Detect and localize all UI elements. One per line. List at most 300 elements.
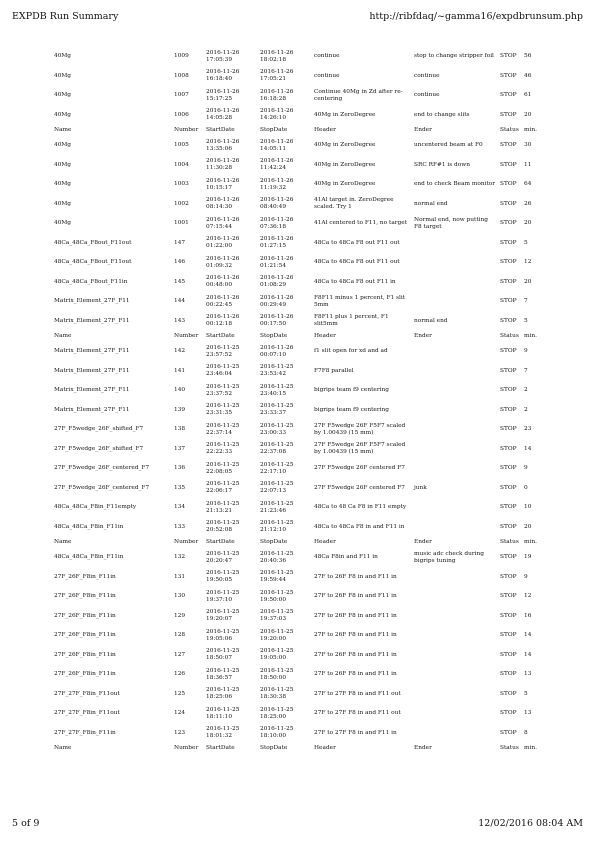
start-date: 2016-11-25 19:37:10 <box>206 589 240 603</box>
start-date: 2016-11-25 23:57:52 <box>206 344 240 358</box>
table-row <box>52 342 562 362</box>
column-header: Header <box>314 333 336 340</box>
run-name: 48Ca_48Ca_F8out_F11out <box>54 259 132 266</box>
column-header: min. <box>524 127 537 134</box>
stop-date: 2016-11-26 14:26:10 <box>260 108 294 122</box>
run-ender: end to check Beam monitor <box>414 181 496 188</box>
run-number: 145 <box>174 278 186 285</box>
run-minutes: 20 <box>524 523 532 530</box>
run-status: STOP <box>500 278 517 285</box>
run-minutes: 5 <box>524 239 528 246</box>
run-status: STOP <box>500 504 517 511</box>
table-row <box>52 518 562 538</box>
run-header: 27F to 26F F8 in and F11 in <box>314 671 397 678</box>
run-ender: continue <box>414 72 440 79</box>
run-ender <box>412 665 498 685</box>
column-header: Status <box>500 745 519 752</box>
table-row <box>52 106 562 126</box>
run-minutes: 26 <box>524 200 532 207</box>
run-minutes: 9 <box>524 465 528 472</box>
stop-date: 2016-11-26 00:17:50 <box>260 314 294 328</box>
run-minutes: 30 <box>524 142 532 149</box>
column-header-row <box>52 743 562 754</box>
run-name: 48Ca_48Ca_F8in_F11in <box>54 523 124 530</box>
run-ender <box>412 401 498 421</box>
run-header: 48Ca to 48Ca F8 out F11 out <box>314 259 400 266</box>
start-date: 2016-11-26 11:30:28 <box>206 158 240 172</box>
run-status: STOP <box>500 259 517 266</box>
start-date: 2016-11-25 21:13:21 <box>206 500 240 514</box>
run-number: 130 <box>174 593 186 600</box>
run-minutes: 14 <box>524 632 532 639</box>
run-name: Matrix_Element_27F_F11 <box>54 298 130 305</box>
stop-date: 2016-11-25 21:23:46 <box>260 500 294 514</box>
run-status: STOP <box>500 317 517 324</box>
column-header: Ender <box>414 333 432 340</box>
column-header: StopDate <box>260 127 288 134</box>
run-ender <box>412 440 498 460</box>
run-minutes: 23 <box>524 426 532 433</box>
page-url: http://ribfdaq/~gamma16/expdbrunsum.php <box>369 11 583 22</box>
run-number: 137 <box>174 445 186 452</box>
stop-date: 2016-11-25 20:40:36 <box>260 550 294 564</box>
start-date: 2016-11-25 18:50:07 <box>206 648 240 662</box>
page-number: 5 of 9 <box>12 818 40 829</box>
run-name: 27F_26F_F8in_F11in <box>54 593 116 600</box>
run-number: 134 <box>174 504 186 511</box>
start-date: 2016-11-26 00:12:18 <box>206 314 240 328</box>
run-header: 41Al centered to F11, no target <box>314 220 408 227</box>
stop-date: 2016-11-25 18:25:00 <box>260 706 294 720</box>
run-minutes: 13 <box>524 710 532 717</box>
run-header: 27F to 26F F8 in and F11 in <box>314 632 397 639</box>
run-minutes: 14 <box>524 651 532 658</box>
column-header: Status <box>500 127 519 134</box>
run-ender: stop to change stripper foil <box>414 53 494 60</box>
run-status: STOP <box>500 367 517 374</box>
run-status: STOP <box>500 573 517 580</box>
run-minutes: 20 <box>524 220 532 227</box>
run-name: 27F_26F_F8in_F11in <box>54 671 116 678</box>
table-row <box>52 234 562 254</box>
run-status: STOP <box>500 53 517 60</box>
run-number: 131 <box>174 573 186 580</box>
run-status: STOP <box>500 484 517 491</box>
column-header: StartDate <box>206 333 235 340</box>
column-header: Header <box>314 745 336 752</box>
start-date: 2016-11-25 18:01:32 <box>206 726 240 740</box>
run-minutes: 61 <box>524 92 532 99</box>
stop-date: 2016-11-26 00:07:10 <box>260 344 294 358</box>
stop-date: 2016-11-25 19:20:00 <box>260 628 294 642</box>
run-name: 27F_27F_F8in_F11out <box>54 710 120 717</box>
stop-date: 2016-11-26 18:02:18 <box>260 49 294 63</box>
run-name: 27F_26F_F8in_F11in <box>54 612 116 619</box>
run-minutes: 12 <box>524 259 532 266</box>
column-header: StopDate <box>260 333 288 340</box>
run-ender <box>412 292 498 312</box>
run-number: 1003 <box>174 181 189 188</box>
stop-date: 2016-11-26 08:40:49 <box>260 197 294 211</box>
table-row <box>52 86 562 106</box>
run-name: 48Ca_48Ca_F8out_F11in <box>54 278 128 285</box>
run-status: STOP <box>500 181 517 188</box>
stop-date: 2016-11-26 11:19:32 <box>260 177 294 191</box>
start-date: 2016-11-25 23:31:35 <box>206 403 240 417</box>
run-status: STOP <box>500 612 517 619</box>
run-number: 147 <box>174 239 186 246</box>
run-name: 40Mg <box>54 161 72 168</box>
column-header: Number <box>174 539 199 546</box>
column-header-row <box>52 331 562 342</box>
run-header: bigrips team f9 centering <box>314 387 389 394</box>
run-status: STOP <box>500 239 517 246</box>
run-status: STOP <box>500 298 517 305</box>
column-header: StartDate <box>206 127 235 134</box>
table-row <box>52 548 562 568</box>
run-status: STOP <box>500 161 517 168</box>
run-minutes: 64 <box>524 181 532 188</box>
stop-date: 2016-11-26 01:27:15 <box>260 236 294 250</box>
column-header: min. <box>524 745 537 752</box>
run-status: STOP <box>500 348 517 355</box>
run-header: 27F to 27F F8 in and F11 out <box>314 710 401 717</box>
run-number: 1001 <box>174 220 189 227</box>
run-ender <box>412 273 498 293</box>
column-header: Name <box>54 333 72 340</box>
start-date: 2016-11-26 07:15:44 <box>206 216 240 230</box>
run-status: STOP <box>500 72 517 79</box>
table-row <box>52 47 562 67</box>
run-minutes: 7 <box>524 367 528 374</box>
run-status: STOP <box>500 671 517 678</box>
column-header: Ender <box>414 539 432 546</box>
stop-date: 2016-11-25 18:30:38 <box>260 687 294 701</box>
table-row <box>52 498 562 518</box>
start-date: 2016-11-25 22:08:05 <box>206 461 240 475</box>
run-minutes: 12 <box>524 593 532 600</box>
start-date: 2016-11-25 19:20:07 <box>206 609 240 623</box>
start-date: 2016-11-26 14:05:28 <box>206 108 240 122</box>
run-number: 139 <box>174 406 186 413</box>
start-date: 2016-11-25 18:11:10 <box>206 706 240 720</box>
run-ender <box>412 498 498 518</box>
run-status: STOP <box>500 92 517 99</box>
run-name: Matrix_Element_27F_F11 <box>54 348 130 355</box>
run-name: 40Mg <box>54 53 72 60</box>
run-minutes: 9 <box>524 573 528 580</box>
run-number: 126 <box>174 671 186 678</box>
stop-date: 2016-11-25 23:53:42 <box>260 364 294 378</box>
run-header: 27F to 26F F8 in and F11 in <box>314 651 397 658</box>
column-header: StopDate <box>260 745 288 752</box>
run-number: 129 <box>174 612 186 619</box>
run-ender <box>412 362 498 382</box>
run-number: 144 <box>174 298 186 305</box>
run-minutes: 46 <box>524 72 532 79</box>
run-status: STOP <box>500 445 517 452</box>
start-date: 2016-11-25 19:05:06 <box>206 628 240 642</box>
stop-date: 2016-11-25 23:33:37 <box>260 403 294 417</box>
run-name: 48Ca_48Ca_F8in_F11empty <box>54 504 137 511</box>
run-name: Matrix_Element_27F_F11 <box>54 406 130 413</box>
stop-date: 2016-11-25 23:00:33 <box>260 422 294 436</box>
run-name: 27F_26F_F8in_F11in <box>54 632 116 639</box>
column-header: Number <box>174 745 199 752</box>
run-ender <box>412 724 498 744</box>
stop-date: 2016-11-25 23:40:15 <box>260 383 294 397</box>
start-date: 2016-11-25 18:25:06 <box>206 687 240 701</box>
run-name: 40Mg <box>54 220 72 227</box>
table-row <box>52 362 562 382</box>
run-ender: music adc check during bigrips tuning <box>414 550 484 564</box>
run-header: 40Mg in ZeroDegree <box>314 142 376 149</box>
run-ender: continue <box>414 92 440 99</box>
run-ender <box>412 646 498 666</box>
page-title: EXPDB Run Summary <box>12 11 119 22</box>
stop-date: 2016-11-26 01:08:29 <box>260 275 294 289</box>
run-status: STOP <box>500 690 517 697</box>
run-ender <box>412 420 498 440</box>
start-date: 2016-11-25 18:36:57 <box>206 667 240 681</box>
run-number: 142 <box>174 348 186 355</box>
run-name: 40Mg <box>54 92 72 99</box>
run-name: 40Mg <box>54 181 72 188</box>
run-number: 1008 <box>174 72 189 79</box>
start-date: 2016-11-26 10:15:17 <box>206 177 240 191</box>
column-header-row <box>52 125 562 136</box>
page-header <box>12 11 583 25</box>
run-status: STOP <box>500 111 517 118</box>
run-name: 27F_F5wedge_26F_centered_F7 <box>54 484 150 491</box>
run-name: 40Mg <box>54 111 72 118</box>
run-status: STOP <box>500 406 517 413</box>
start-date: 2016-11-26 13:35:06 <box>206 138 240 152</box>
run-status: STOP <box>500 426 517 433</box>
run-number: 124 <box>174 710 186 717</box>
run-header: 40Mg in ZeroDegree <box>314 111 376 118</box>
start-date: 2016-11-26 16:18:40 <box>206 69 240 83</box>
run-minutes: 2 <box>524 406 528 413</box>
run-ender <box>412 626 498 646</box>
run-header: 48Ca to 48Ca F8 out F11 out <box>314 239 400 246</box>
column-header: StartDate <box>206 539 235 546</box>
run-name: 48Ca_48Ca_F8out_F11out <box>54 239 132 246</box>
run-status: STOP <box>500 710 517 717</box>
run-status: STOP <box>500 632 517 639</box>
stop-date: 2016-11-26 11:42:24 <box>260 158 294 172</box>
run-name: 27F_F5wedge_26F_shifted_F7 <box>54 445 144 452</box>
run-status: STOP <box>500 523 517 530</box>
column-header: min. <box>524 539 537 546</box>
table-row <box>52 626 562 646</box>
run-number: 127 <box>174 651 186 658</box>
run-number: 136 <box>174 465 186 472</box>
run-number: 1009 <box>174 53 189 60</box>
start-date: 2016-11-26 01:09:32 <box>206 255 240 269</box>
table-row <box>52 195 562 215</box>
table-row <box>52 156 562 176</box>
run-name: 40Mg <box>54 200 72 207</box>
stop-date: 2016-11-26 16:18:28 <box>260 88 294 102</box>
table-row <box>52 459 562 479</box>
table-row <box>52 401 562 421</box>
run-ender: SRC RF#1 is down <box>414 161 470 168</box>
run-header: 27F to 26F F8 in and F11 in <box>314 612 397 619</box>
run-header: 27F F5wedge 26F centered F7 <box>314 484 405 491</box>
run-ender <box>412 685 498 705</box>
table-row <box>52 665 562 685</box>
column-header-row <box>52 537 562 548</box>
run-ender <box>412 381 498 401</box>
run-header: 27F F5wedge 26F F5F7 scaled by 1.00439 (15 mm) <box>314 442 406 456</box>
stop-date: 2016-11-26 14:05:11 <box>260 138 294 152</box>
column-header: Number <box>174 127 199 134</box>
run-status: STOP <box>500 651 517 658</box>
run-ender <box>412 234 498 254</box>
run-header: F8F11 minus 1 percent, F1 slit 5mm <box>314 294 406 308</box>
stop-date: 2016-11-25 18:50:00 <box>260 667 294 681</box>
table-row <box>52 381 562 401</box>
run-name: 27F_F5wedge_26F_centered_F7 <box>54 465 150 472</box>
table-row <box>52 724 562 744</box>
column-header: Ender <box>414 745 432 752</box>
run-minutes: 56 <box>524 53 532 60</box>
run-number: 146 <box>174 259 186 266</box>
run-header: 27F to 26F F8 in and F11 in <box>314 593 397 600</box>
run-number: 128 <box>174 632 186 639</box>
run-number: 1002 <box>174 200 189 207</box>
run-header: 27F F5wedge 26F centered F7 <box>314 465 405 472</box>
run-header: 48Ca F8in and F11 in <box>314 554 378 561</box>
table-row <box>52 420 562 440</box>
column-header: Status <box>500 333 519 340</box>
column-header: Number <box>174 333 199 340</box>
run-minutes: 13 <box>524 671 532 678</box>
run-name: Matrix_Element_27F_F11 <box>54 317 130 324</box>
stop-date: 2016-11-25 21:12:10 <box>260 520 294 534</box>
table-row <box>52 607 562 627</box>
run-name: Matrix_Element_27F_F11 <box>54 367 130 374</box>
start-date: 2016-11-25 20:52:08 <box>206 520 240 534</box>
run-header: F7F8 parallel <box>314 367 354 374</box>
run-number: 133 <box>174 523 186 530</box>
run-header: f1 slit open for xd and ad <box>314 348 388 355</box>
column-header: StopDate <box>260 539 288 546</box>
column-header: Header <box>314 127 336 134</box>
run-number: 1005 <box>174 142 189 149</box>
table-row <box>52 704 562 724</box>
table-row <box>52 479 562 499</box>
start-date: 2016-11-25 20:20:47 <box>206 550 240 564</box>
start-date: 2016-11-25 19:50:05 <box>206 570 240 584</box>
stop-date: 2016-11-25 22:37:08 <box>260 442 294 456</box>
run-header: 48Ca to 48Ca F8 in and F11 in <box>314 523 405 530</box>
start-date: 2016-11-25 22:06:17 <box>206 481 240 495</box>
stop-date: 2016-11-26 17:05:21 <box>260 69 294 83</box>
run-ender <box>412 518 498 538</box>
run-number: 135 <box>174 484 186 491</box>
page-footer <box>12 818 583 832</box>
run-header: 41Al target in. ZeroDegree scaled. Try 1 <box>314 197 394 211</box>
start-date: 2016-11-26 15:17:25 <box>206 88 240 102</box>
stop-date: 2016-11-25 22:17:10 <box>260 461 294 475</box>
table-row <box>52 440 562 460</box>
run-number: 132 <box>174 554 186 561</box>
stop-date: 2016-11-26 00:29:49 <box>260 294 294 308</box>
table-row <box>52 646 562 666</box>
column-header: Header <box>314 539 336 546</box>
run-status: STOP <box>500 554 517 561</box>
table-row <box>52 685 562 705</box>
run-ender <box>412 568 498 588</box>
run-ender <box>412 587 498 607</box>
run-ender: normal end <box>414 200 448 207</box>
run-header: 27F F5wedge 26F F5F7 scaled by 1.00439 (15 mm) <box>314 422 406 436</box>
table-row <box>52 587 562 607</box>
start-date: 2016-11-25 22:37:14 <box>206 422 240 436</box>
table-row <box>52 67 562 87</box>
run-header: 48Ca to 48 Ca F8 in F11 empty <box>314 504 407 511</box>
run-minutes: 8 <box>524 729 528 736</box>
run-header: continue <box>314 72 340 79</box>
run-name: 40Mg <box>54 72 72 79</box>
run-ender <box>412 459 498 479</box>
column-header: StartDate <box>206 745 235 752</box>
run-ender: normal end <box>414 317 448 324</box>
start-date: 2016-11-26 08:14:30 <box>206 197 240 211</box>
run-ender <box>412 342 498 362</box>
stop-date: 2016-11-25 19:50:00 <box>260 589 294 603</box>
run-ender <box>412 253 498 273</box>
run-summary-body <box>52 47 562 754</box>
run-minutes: 9 <box>524 348 528 355</box>
run-status: STOP <box>500 465 517 472</box>
run-minutes: 0 <box>524 484 528 491</box>
run-number: 125 <box>174 690 186 697</box>
start-date: 2016-11-25 22:22:33 <box>206 442 240 456</box>
table-row <box>52 568 562 588</box>
start-date: 2016-11-26 17:05:39 <box>206 49 240 63</box>
stop-date: 2016-11-25 19:05:00 <box>260 648 294 662</box>
run-number: 123 <box>174 729 186 736</box>
table-row <box>52 214 562 234</box>
run-minutes: 19 <box>524 554 532 561</box>
table-row <box>52 136 562 156</box>
run-header: Continue 40Mg in Zd after re-centering <box>314 88 403 102</box>
start-date: 2016-11-26 00:48:00 <box>206 275 240 289</box>
run-status: STOP <box>500 593 517 600</box>
run-status: STOP <box>500 220 517 227</box>
run-minutes: 5 <box>524 690 528 697</box>
run-number: 138 <box>174 426 186 433</box>
run-ender <box>412 704 498 724</box>
stop-date: 2016-11-25 22:07:13 <box>260 481 294 495</box>
run-header: 27F to 27F F8 in and F11 out <box>314 690 401 697</box>
run-status: STOP <box>500 142 517 149</box>
stop-date: 2016-11-26 07:36:18 <box>260 216 294 230</box>
table-row <box>52 253 562 273</box>
run-status: STOP <box>500 387 517 394</box>
run-minutes: 14 <box>524 445 532 452</box>
stop-date: 2016-11-25 19:59:44 <box>260 570 294 584</box>
start-date: 2016-11-25 23:46:04 <box>206 364 240 378</box>
run-name: 27F_27F_F8in_F11out <box>54 690 120 697</box>
run-name: 27F_26F_F8in_F11in <box>54 651 116 658</box>
run-name: 40Mg <box>54 142 72 149</box>
run-number: 143 <box>174 317 186 324</box>
print-timestamp: 12/02/2016 08:04 AM <box>478 818 583 829</box>
